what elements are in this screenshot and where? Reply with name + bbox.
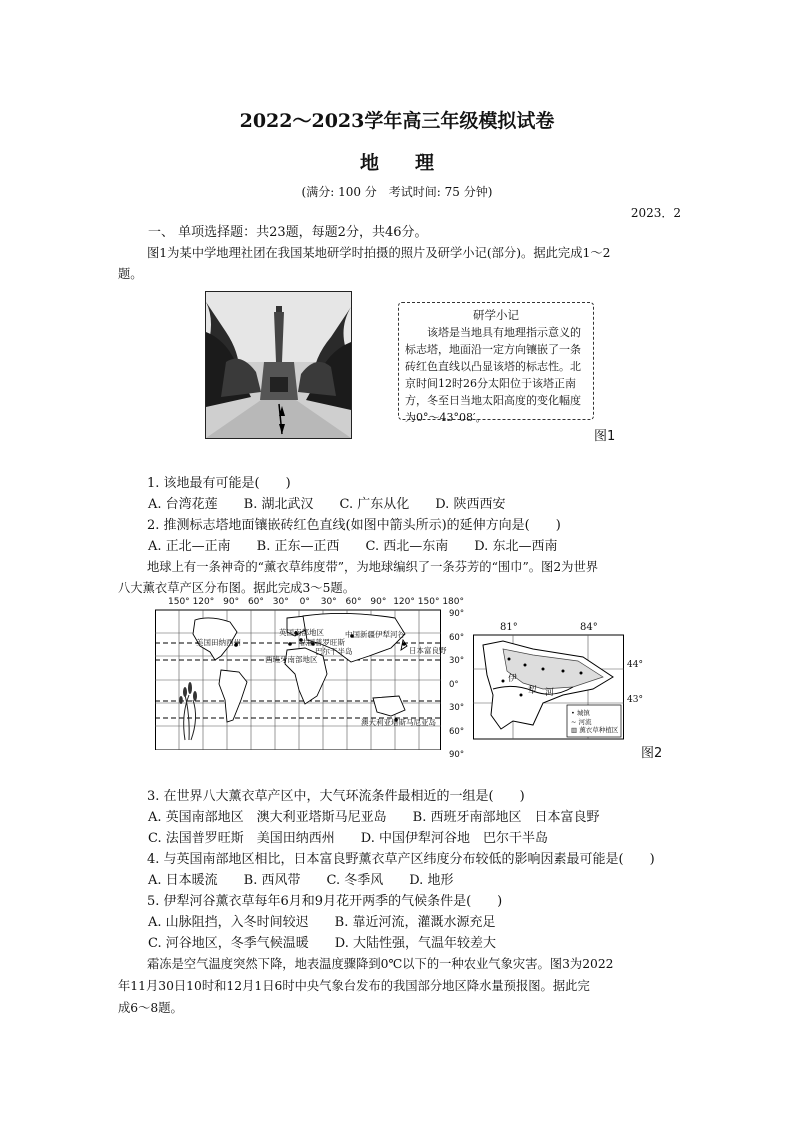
exam-title: 2022～2023学年高三年级模拟试卷 (239, 110, 555, 132)
question-5-options-line1: A. 山脉阻挡，入冬时间较迟 B. 靠近河流，灌溉水源充足 (148, 915, 496, 930)
lon-label: 150° (417, 597, 440, 607)
region-label-balkan: 巴尔干半岛 (315, 647, 353, 656)
lat-label: 30° (449, 703, 465, 713)
question-5-options-line2: C. 河谷地区，冬季气候温暖 D. 大陆性强，气温年较差大 (148, 936, 496, 951)
figure2-caption: 图2 (641, 746, 663, 761)
lat-label: 60° (449, 632, 465, 643)
question-4-options: A. 日本暖流 B. 西风带 C. 冬季风 D. 地形 (148, 873, 454, 888)
question-5-stem: 5. 伊犁河谷薰衣草每年6月和9月花开两季的气候条件是( ) (147, 894, 503, 909)
intro-paragraph-3-line2: 年11月30日10时和12月1日6时中央气象台发布的我国部分地区降水量预报图。据此完 (118, 979, 590, 993)
study-note-line: 为0°～43°08′。 (405, 411, 487, 424)
region-label-spain: 西班牙南部地区 (265, 655, 318, 664)
lon-label: 120° (192, 597, 215, 607)
inset-lat-44: 44° (627, 660, 643, 670)
exam-info: (满分: 100 分 考试时间: 75 分钟) (301, 185, 493, 199)
lon-label: 0° (299, 597, 310, 607)
question-1-stem: 1. 该地最有可能是( ) (147, 476, 291, 491)
lon-label: 90° (223, 597, 240, 607)
region-label-tennessee: 美国田纳西州 (196, 638, 241, 647)
question-3-stem: 3. 在世界八大薰衣草产区中，大气环流条件最相近的一组是( ) (147, 789, 525, 804)
question-4-stem: 4. 与英国南部地区相比，日本富良野薰衣草产区纬度分布较低的影响因素最可能是( ) (147, 852, 655, 867)
lat-label: 90° (449, 609, 465, 619)
study-note-line: 方，冬至日当地太阳高度的变化幅度 (405, 394, 581, 407)
intro-paragraph-1-line1: 图1为某中学地理社团在我国某地研学时拍摄的照片及研学小记(部分)。据此完成1～2 (147, 246, 611, 260)
lat-label: 60° (449, 726, 465, 737)
lon-label: 90° (370, 597, 387, 607)
inset-legend (571, 709, 618, 735)
intro-paragraph-1-line2: 题。 (118, 267, 143, 281)
region-label-provence: 法国普罗旺斯 (300, 638, 345, 647)
region-label-furano: 日本富良野 (409, 646, 447, 655)
inset-river-char: 犁 (528, 686, 538, 696)
intro-paragraph-3-line1: 霜冻是空气温度突然下降，地表温度骤降到0℃以下的一种农业气象灾害。图3为2022 (147, 957, 614, 971)
intro-paragraph-2-line2: 八大薰衣草产区分布图。据此完成3～5题。 (118, 581, 355, 595)
lat-label: 90° (449, 750, 465, 760)
lon-label: 120° (393, 597, 415, 607)
section-heading: 一、 单项选择题：共23题，每题2分，共46分。 (148, 225, 428, 240)
question-3-options-line2: C. 法国普罗旺斯 美国田纳西州 D. 中国伊犁河谷地 巴尔干半岛 (148, 831, 548, 846)
study-note-line: 该塔是当地具有地理指示意义的 (427, 326, 581, 339)
map-latitude-labels (449, 603, 464, 768)
inset-lon-81: 81° (500, 622, 518, 633)
intro-paragraph-3-line3: 成6～8题。 (118, 1001, 183, 1015)
region-label-ili: 中国新疆伊犁河谷 (345, 630, 405, 639)
lon-label: 60° (345, 597, 362, 607)
lon-label: 150° (168, 597, 190, 607)
inset-river-char: 河 (545, 688, 555, 698)
study-note-line: 砖红色直线以凸显该塔的标志性。北 (405, 360, 581, 373)
study-note-box (398, 302, 594, 424)
inset-lat-43: 43° (627, 695, 643, 705)
study-note-line: 标志塔，地面沿一定方向镶嵌了一条 (405, 343, 581, 356)
legend-river: ~ 河流 (571, 717, 592, 726)
lon-label: 30° (272, 597, 289, 607)
lon-label: 60° (247, 597, 264, 607)
study-note-title: 研学小记 (473, 308, 519, 322)
figure1-caption: 图1 (594, 429, 616, 444)
lat-label: 30° (449, 656, 465, 666)
inset-river-char: 伊 (508, 674, 518, 684)
region-label-tasmania: 澳大利亚塔斯马尼亚岛 (361, 718, 436, 727)
inset-lon-84: 84° (580, 622, 598, 633)
legend-town: • 城镇 (571, 709, 590, 717)
intro-paragraph-2-line1: 地球上有一条神奇的“薰衣草纬度带”，为地球编织了一条芬芳的“围巾”。图2为世界 (147, 560, 599, 574)
lat-label: 0° (449, 679, 459, 690)
legend-lavender: ▥ 薰衣草种植区 (571, 726, 619, 734)
tower-photo (205, 291, 352, 439)
question-3-options-line1: A. 英国南部地区 澳大利亚塔斯马尼亚岛 B. 西班牙南部地区 日本富良野 (148, 810, 600, 825)
lon-label: 180° (442, 597, 465, 607)
exam-date: 2023．2 (630, 206, 681, 220)
tower-photo-drawing (206, 292, 351, 438)
question-1-options: A. 台湾花莲 B. 湖北武汉 C. 广东从化 D. 陕西西安 (148, 497, 506, 512)
lon-label: 30° (320, 597, 337, 607)
subject-title: 地理 (359, 152, 470, 174)
region-label-uk: 英国南部地区 (279, 628, 324, 637)
study-note-line: 京时间12时26分太阳位于该塔正南 (405, 377, 576, 390)
question-2-stem: 2. 推测标志塔地面镶嵌砖红色直线(如图中箭头所示)的延伸方向是( ) (147, 518, 561, 533)
question-2-options: A. 正北—正南 B. 正东—正西 C. 西北—东南 D. 东北—西南 (148, 539, 558, 554)
